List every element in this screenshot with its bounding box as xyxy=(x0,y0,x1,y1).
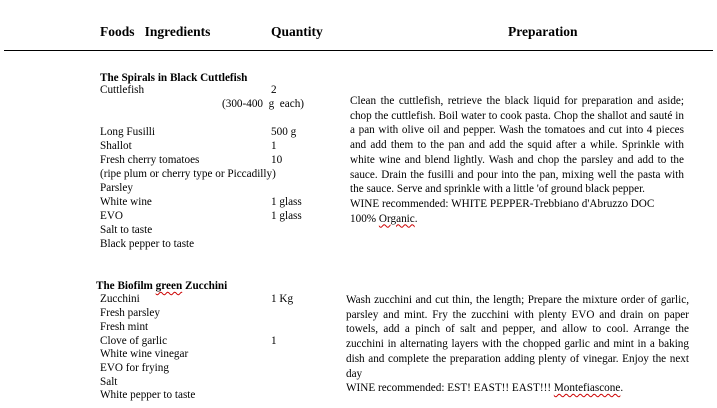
preparation-paragraph: Clean the cuttlefish, retrieve the black liquid for preparation and aside; chop the cuttlefish. Boil water to cook pasta. Chop the shallot and sauté in a pan with olive oil and pepper. Wash the tomatoes and cut into 4 pieces and add them to the pan and add the squid after a while. Sprinkle with white wine and blend lightly. Wash and chop the parsley and add to the sauce. Drain the fusilli and pour into the pan, mixing well the pasta with the sauce. Serve and sprinkle with a little 'of ground black pepper. xyxy=(350,95,684,196)
ingredient-name: EVO xyxy=(100,210,123,222)
ingredient-name: Salt to taste xyxy=(100,224,153,236)
ingredient-name: White wine xyxy=(100,196,152,208)
header-foods-ingredients: Foods Ingredients xyxy=(100,24,211,39)
header-quantity: Quantity xyxy=(271,24,323,39)
ingredient-quantity: 1 glass xyxy=(271,196,302,208)
ingredient-name: Parsley xyxy=(100,182,133,194)
title-text: Zucchini xyxy=(182,280,228,292)
ingredient-name: Black pepper to taste xyxy=(100,238,195,250)
ingredient-quantity: 1 xyxy=(271,335,277,347)
wine-text: . xyxy=(620,382,624,395)
recipe-title: The Spirals in Black Cuttlefish xyxy=(100,72,248,84)
ingredient-quantity: 500 g xyxy=(271,126,297,138)
ingredient-quantity: 1 glass xyxy=(271,210,302,222)
ingredient-name: Clove of garlic xyxy=(100,335,168,347)
ingredient-name: White wine vinegar xyxy=(100,348,189,360)
ingredient-name: EVO for frying xyxy=(100,362,169,374)
header-preparation: Preparation xyxy=(508,24,578,39)
ingredient-quantity: 10 xyxy=(271,154,283,166)
ingredient-quantity: 1 Kg xyxy=(271,293,294,305)
ingredient-name: Shallot xyxy=(100,140,132,152)
title-text: The Biofilm xyxy=(96,280,156,292)
ingredient-name: Cuttlefish xyxy=(100,84,145,96)
wine-text: WINE recommended: EST! EAST!! EAST!!! xyxy=(346,382,554,395)
spellcheck-word: Montefiascone xyxy=(553,382,621,395)
ingredient-name: Fresh parsley xyxy=(100,307,160,319)
wine-recommendation-cont xyxy=(350,212,684,227)
wine-text: 100% xyxy=(350,212,379,225)
spellcheck-word: Organic xyxy=(378,212,415,225)
ingredient-name: Fresh mint xyxy=(100,321,149,333)
ingredient-quantity: (300-400 g each) xyxy=(222,98,305,110)
ingredient-name: Salt xyxy=(100,376,118,388)
spellcheck-word: green xyxy=(155,280,183,292)
header-rule xyxy=(4,50,713,51)
preparation-text xyxy=(346,293,689,396)
ingredient-name: Fresh cherry tomatoes xyxy=(100,154,200,166)
ingredient-name: (ripe plum or cherry type or Piccadilly) xyxy=(100,168,276,180)
wine-recommendation: WINE recommended: WHITE PEPPER-Trebbiano d'Abruzzo DOC xyxy=(350,197,655,210)
recipe-title xyxy=(96,280,227,293)
ingredient-quantity: 2 xyxy=(271,84,277,96)
ingredient-quantity: 1 xyxy=(271,140,277,152)
wine-text: . xyxy=(414,212,418,225)
ingredient-name: Long Fusilli xyxy=(100,126,156,138)
preparation-paragraph: Wash zucchini and cut thin, the length; Prepare the mixture order of garlic, parsley and mint. Fry the zucchini with plenty EVO and drain on paper towels, add a pinch of salt and pepper, and allow to cool. Arrange the zucchini in alternating layers with the chopped garlic and mint in a baking dish and complete the preparation adding plenty of vinegar. Enjoy the next day xyxy=(346,294,689,380)
ingredient-name: Zucchini xyxy=(100,293,140,305)
wine-recommendation xyxy=(346,381,689,396)
ingredient-name: White pepper to taste xyxy=(100,389,196,401)
preparation-text xyxy=(350,94,684,226)
